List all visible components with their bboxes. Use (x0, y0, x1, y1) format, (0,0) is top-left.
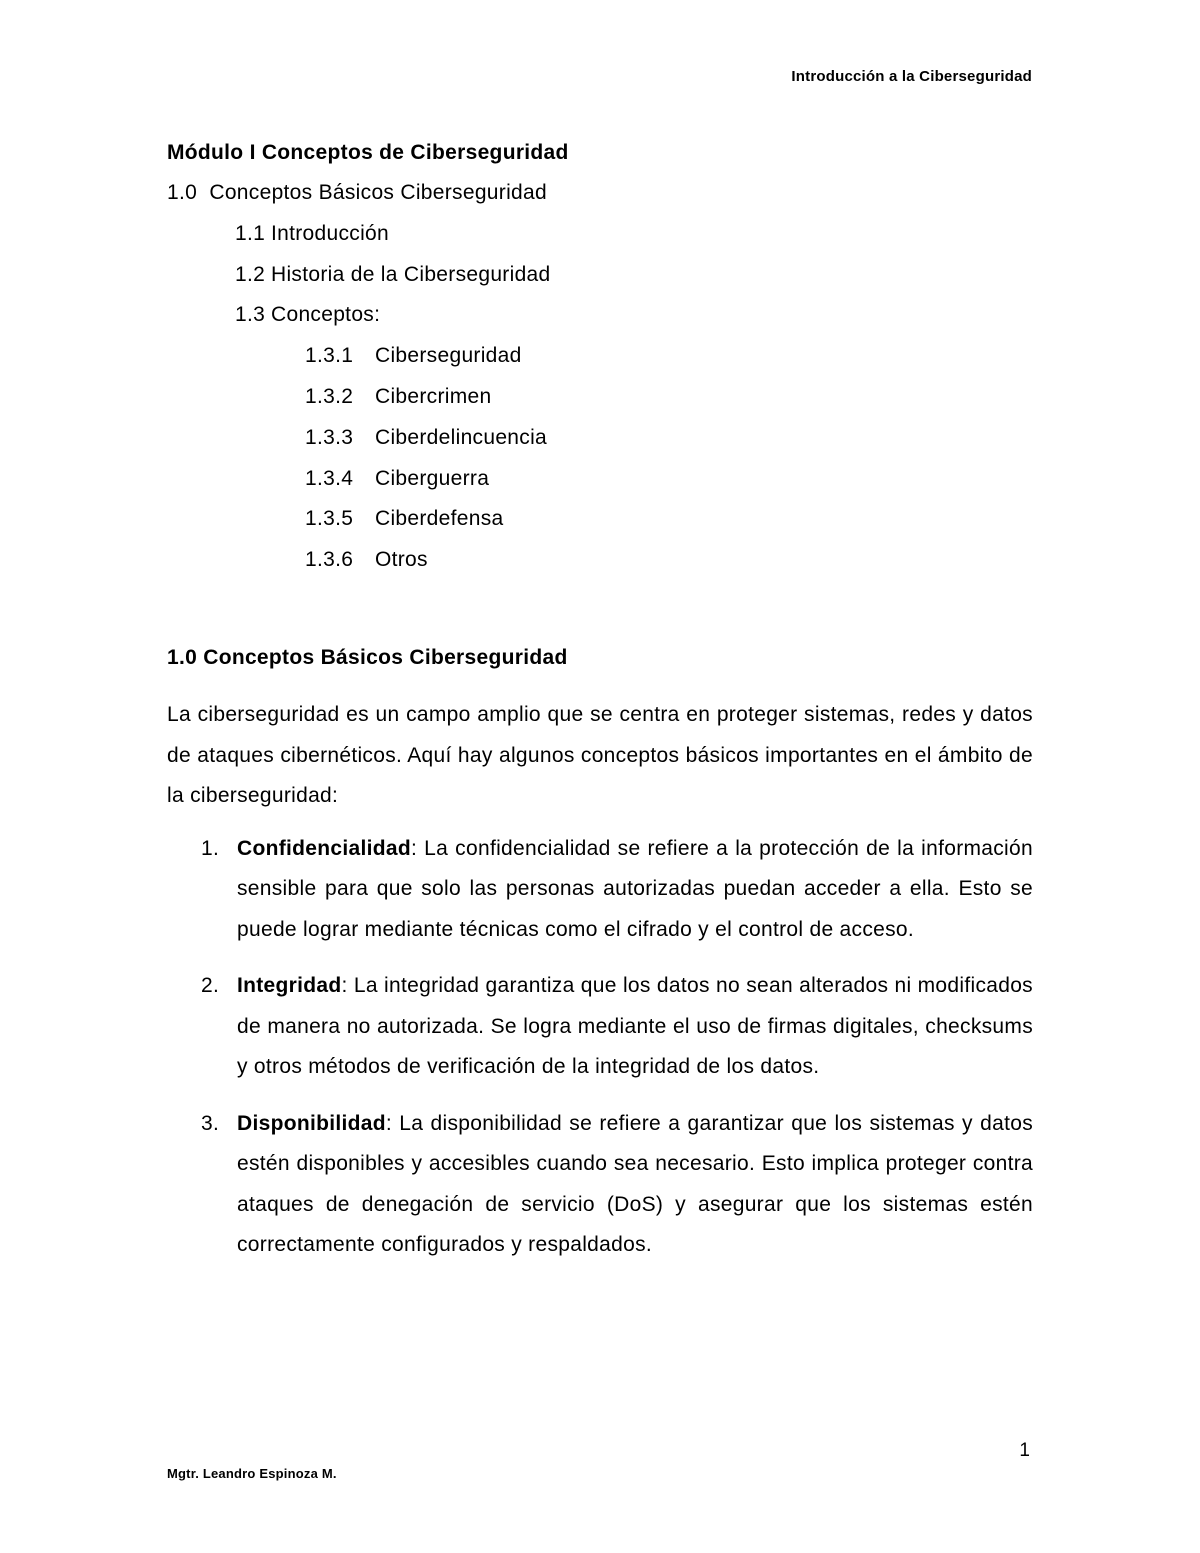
toc-section (167, 260, 1033, 290)
list-item-text: : La disponibilidad se refiere a garantizar que los sistemas y datos estén disponibles y accesibles cuando sea necesario. Esto implica proteger contra ataques de denegación de servicio (DoS) y asegurar que los sistemas estén correctamente configurados y respaldados. (237, 1111, 1033, 1257)
toc-subsection-number: 1.3.3 (305, 425, 354, 449)
toc-subsection-label: Ciberguerra (375, 466, 490, 490)
toc-subsection-label: Ciberseguridad (375, 344, 522, 368)
toc-subsection-label: Cibercrimen (375, 384, 492, 408)
list-item-text: : La integridad garantiza que los datos no sean alterados ni modificados de manera no autorizada. Se logra mediante el uso de firmas digitales, checksums y otros métodos de verificación de la integridad de los datos. (237, 974, 1033, 1079)
toc-section-label: Historia de la Ciberseguridad (271, 262, 551, 286)
list-item-text: : La confidencialidad se refiere a la protección de la información sensible para que solo las personas autorizadas puedan acceder a ella. Esto se puede lograr mediante técnicas como el cifrado y el control de acceso. (237, 836, 1033, 941)
module-title: Módulo I Conceptos de Ciberseguridad (167, 141, 569, 164)
list-item-term: Disponibilidad (237, 1111, 386, 1135)
toc-subsection-number: 1.3.4 (305, 466, 354, 490)
toc-subsection (167, 464, 1033, 494)
list-item-number: 3. (201, 1111, 220, 1135)
footer-author: Mgtr. Leandro Espinoza M. (167, 1466, 337, 1481)
toc-section-label: Conceptos: (271, 303, 381, 327)
concepts-list (167, 829, 1033, 1266)
toc-section-number: 1.1 (235, 221, 266, 245)
toc-subsection (167, 504, 1033, 534)
list-item (167, 829, 1033, 951)
toc-subsection-number: 1.3.6 (305, 548, 354, 572)
list-item-term: Integridad (237, 974, 342, 998)
list-item (167, 966, 1033, 1088)
page-number: 1 (1019, 1440, 1030, 1461)
toc-section-label: Introducción (271, 221, 390, 245)
toc-subsection-number: 1.3.1 (305, 344, 354, 368)
toc-subsection (167, 423, 1033, 453)
toc-subsection (167, 545, 1033, 575)
section-heading: 1.0 Conceptos Básicos Ciberseguridad (167, 646, 568, 670)
intro-paragraph: La ciberseguridad es un campo amplio que se centra en proteger sistemas, redes y datos de ataques cibernéticos. Aquí hay algunos conceptos básicos importantes en el ámbito de la ciberseguridad: (167, 703, 1033, 808)
toc-subsection-label: Ciberdefensa (375, 507, 504, 531)
toc-section (167, 300, 1033, 330)
list-item (167, 1104, 1033, 1266)
toc-subsection-number: 1.3.2 (305, 384, 354, 408)
list-item-number: 1. (201, 836, 220, 860)
toc-subsection-label: Otros (375, 548, 428, 572)
toc-section-number: 1.3 (235, 303, 266, 327)
toc-subsection (167, 382, 1033, 412)
toc-subsection (167, 341, 1033, 371)
toc-section (167, 219, 1033, 249)
toc-chapter: 1.0 Conceptos Básicos Ciberseguridad (167, 181, 547, 204)
running-header: Introducción a la Ciberseguridad (791, 68, 1032, 85)
toc-section-number: 1.2 (235, 262, 266, 286)
toc-subsection-label: Ciberdelincuencia (375, 425, 548, 449)
list-item-number: 2. (201, 974, 220, 998)
toc-subsection-number: 1.3.5 (305, 507, 354, 531)
document-body (167, 138, 1033, 1282)
list-item-term: Confidencialidad (237, 836, 411, 860)
